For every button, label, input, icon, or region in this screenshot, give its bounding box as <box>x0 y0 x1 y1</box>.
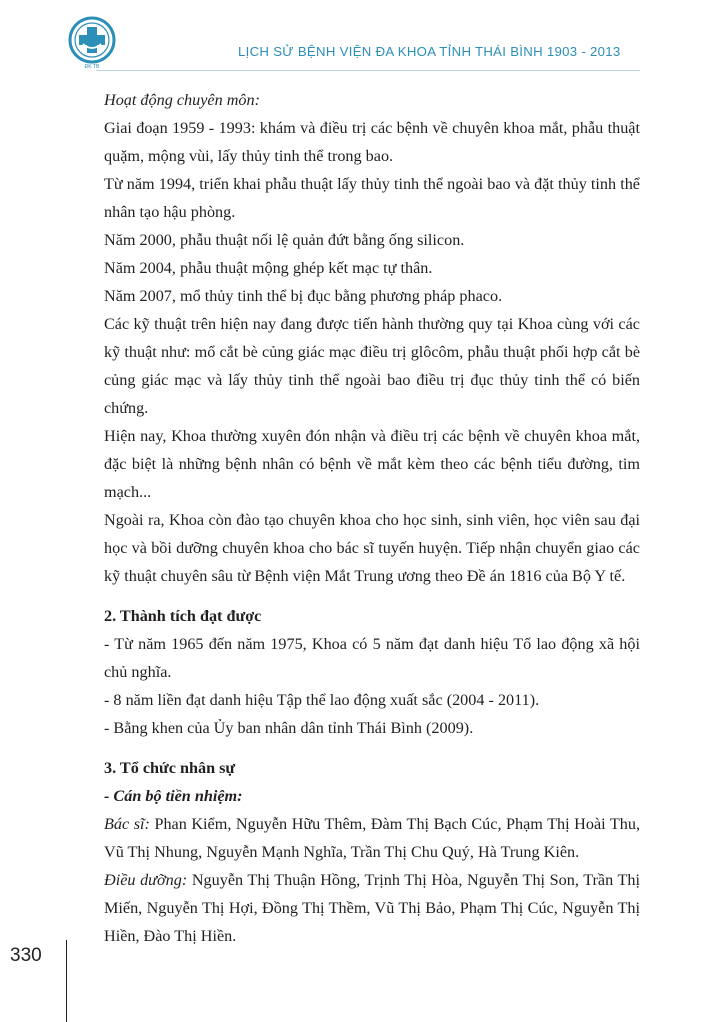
paragraph-4: Năm 2004, phẫu thuật mộng ghép kết mạc tự thân. <box>104 259 433 277</box>
section-label: Hoạt động chuyên môn: <box>104 91 260 109</box>
paragraph-1: Giai đoạn 1959 - 1993: khám và điều trị các bệnh về chuyên khoa mắt, phẫu thuật quặm, mộng vùi, lấy thủy tinh thể trong bao. <box>104 119 640 165</box>
nurses-label: Điều dưỡng: <box>104 871 188 889</box>
doctors-paragraph <box>104 810 640 866</box>
achievement-item: - 8 năm liền đạt danh hiệu Tập thể lao động xuất sắc (2004 - 2011). <box>104 691 540 709</box>
doctors-text: Phan Kiểm, Nguyễn Hữu Thêm, Đàm Thị Bạch Cúc, Phạm Thị Hoài Thu, Vũ Thị Nhung, Nguyễn Mạnh Nghĩa, Trần Thị Chu Quý, Hà Trung Kiên. <box>104 815 640 861</box>
paragraph-7: Hiện nay, Khoa thường xuyên đón nhận và điều trị các bệnh về chuyên khoa mắt, đặc biệt là những bệnh nhân có bệnh về mắt kèm theo các bệnh tiểu đường, tim mạch... <box>104 427 640 501</box>
nurses-text: Nguyễn Thị Thuận Hồng, Trịnh Thị Hòa, Nguyễn Thị Son, Trần Thị Miến, Nguyễn Thị Hợi, Đồng Thị Thềm, Vũ Thị Bảo, Phạm Thị Cúc, Nguyễn Thị Hiền, Đào Thị Hiền. <box>104 871 641 945</box>
paragraph-8: Ngoài ra, Khoa còn đào tạo chuyên khoa cho học sinh, sinh viên, học viên sau đại học và bồi dưỡng chuyên khoa cho bác sĩ tuyến huyện. Tiếp nhận chuyển giao các kỹ thuật chuyên sâu từ Bệnh viện Mắt Trung ương theo Đề án 1816 của Bộ Y tế. <box>104 511 640 585</box>
header-divider <box>96 70 640 71</box>
former-staff-label: - Cán bộ tiền nhiệm: <box>104 787 243 805</box>
paragraph-2: Từ năm 1994, triển khai phẫu thuật lấy thủy tinh thể ngoài bao và đặt thủy tinh thể nhân tạo hậu phòng. <box>104 175 640 221</box>
page-number-rule <box>66 940 67 1022</box>
running-header-title: LỊCH SỬ BỆNH VIỆN ĐA KHOA TỈNH THÁI BÌNH 1903 - 2013 <box>238 44 621 59</box>
paragraph-3: Năm 2000, phẫu thuật nối lệ quản đứt bằng ống silicon. <box>104 231 465 249</box>
paragraph-5: Năm 2007, mổ thủy tinh thể bị đục bằng phương pháp phaco. <box>104 287 503 305</box>
svg-text:ĐK TB: ĐK TB <box>84 64 100 70</box>
doctors-label: Bác sĩ: <box>104 815 150 833</box>
achievement-item: - Bằng khen của Ủy ban nhân dân tỉnh Thái Bình (2009). <box>104 719 474 737</box>
page-body <box>104 86 640 950</box>
achievements-heading: 2. Thành tích đạt được <box>104 607 262 625</box>
nurses-paragraph <box>104 866 640 950</box>
achievement-item: - Từ năm 1965 đến năm 1975, Khoa có 5 năm đạt danh hiệu Tổ lao động xã hội chủ nghĩa. <box>104 635 640 681</box>
paragraph-6: Các kỹ thuật trên hiện nay đang được tiến hành thường quy tại Khoa cùng với các kỹ thuật như: mổ cắt bè củng giác mạc điều trị glôcôm, phẫu thuật phối hợp cắt bè củng giác mạc và lấy thủy tinh thể ngoài bao điều trị đục thủy tinh thể có biến chứng. <box>104 315 640 417</box>
hospital-logo-icon <box>62 14 122 70</box>
page-number: 330 <box>10 945 42 966</box>
staff-heading: 3. Tổ chức nhân sự <box>104 759 236 777</box>
